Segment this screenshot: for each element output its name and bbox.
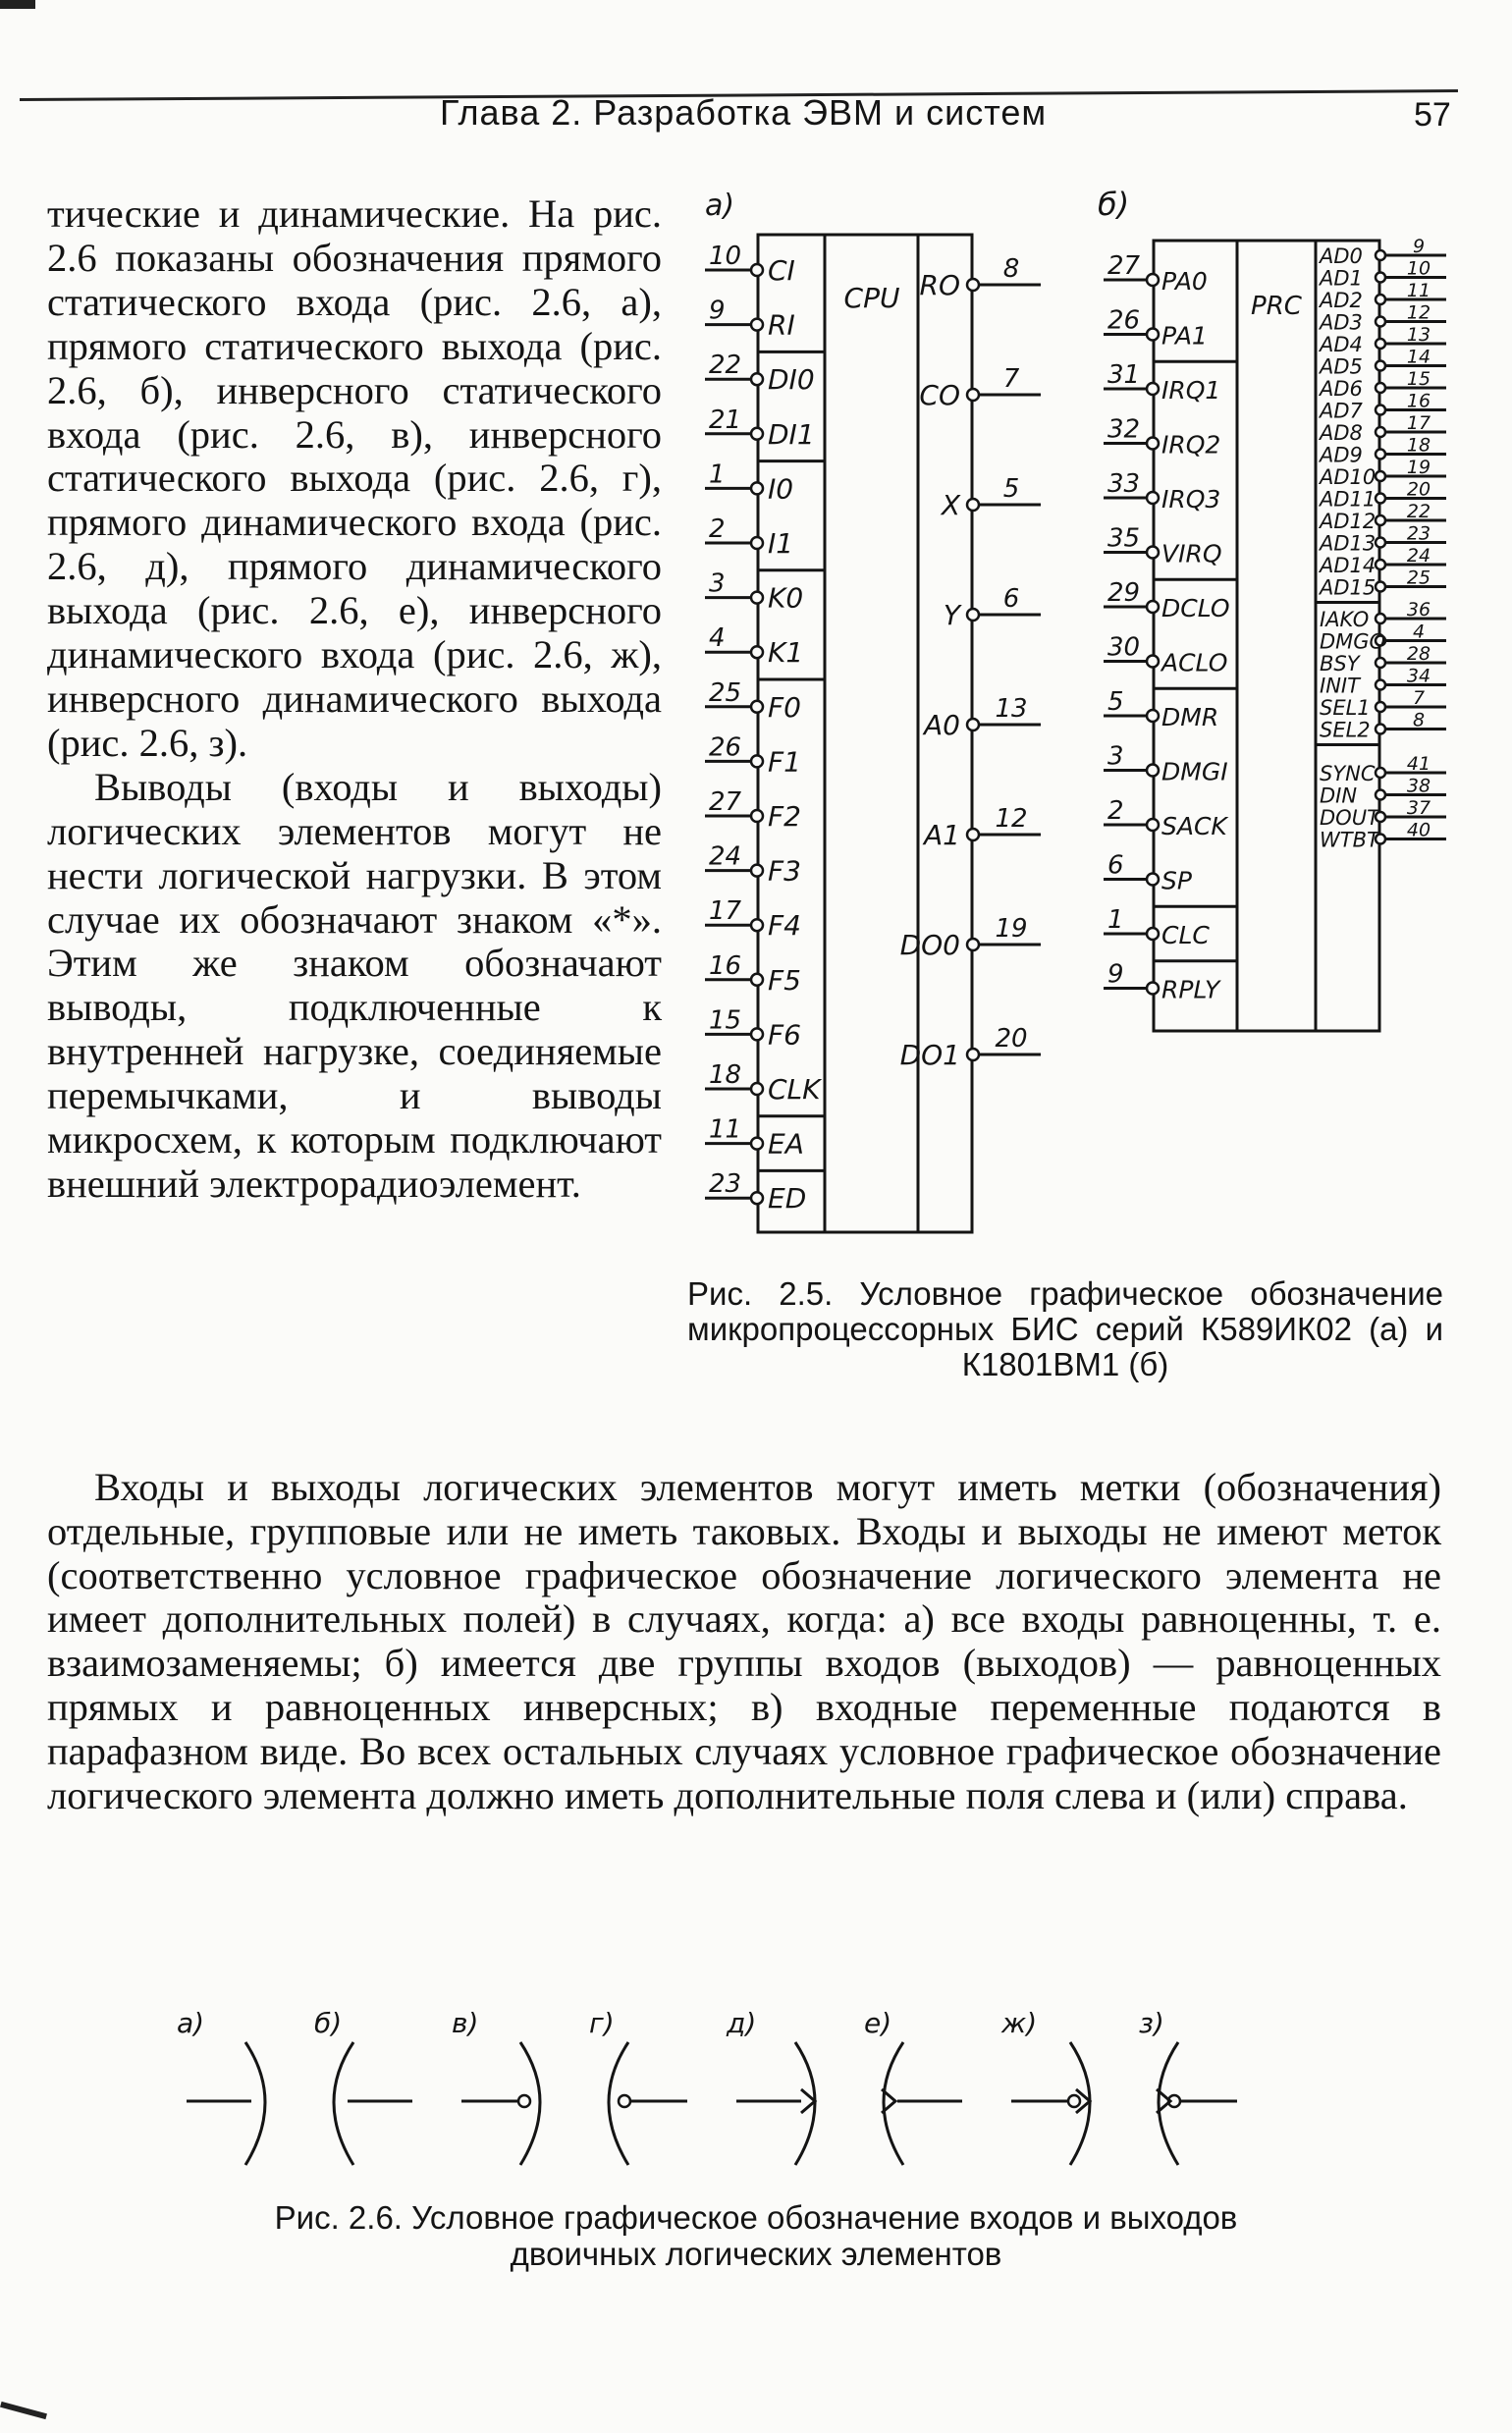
inversion-circle — [751, 919, 763, 931]
symbol-inverse-static-output — [589, 2007, 687, 2165]
signal-name: ACLO — [1161, 648, 1228, 677]
pin-number: 28 — [1406, 643, 1431, 665]
pin-number: 3 — [709, 568, 726, 599]
pin-number: 15 — [709, 1005, 742, 1036]
signal-name: AD15 — [1320, 575, 1377, 600]
symbol-inverse-dynamic-input — [1000, 2007, 1090, 2165]
pin-number: 26 — [1107, 305, 1141, 336]
signal-name: RI — [768, 308, 795, 342]
signal-name: SP — [1161, 866, 1192, 895]
symbol-static-output — [314, 2007, 412, 2165]
inversion-circle — [1147, 383, 1159, 395]
pin-number: 23 — [709, 1169, 742, 1200]
signal-name: A0 — [924, 709, 960, 741]
pin-number: 4 — [709, 623, 726, 654]
signal-name: I1 — [768, 527, 794, 560]
symbol-label: д) — [727, 2007, 757, 2039]
signal-name: SYNC — [1320, 762, 1376, 785]
inversion-circle — [1147, 983, 1159, 995]
inversion-circle — [751, 810, 763, 822]
signal-name: AD13 — [1320, 531, 1377, 556]
figure-2-5-caption: Рис. 2.5. Условное графическое обозначение микропроцессорных БИС серий К589ИК02 (а) и К1801ВМ1 (б) — [687, 1275, 1443, 1382]
pin-number: 6 — [1002, 584, 1020, 614]
pin-number: 17 — [709, 896, 742, 927]
inversion-circle — [1376, 658, 1385, 668]
signal-name: DI1 — [768, 417, 815, 451]
pin-number: 5 — [1002, 474, 1020, 504]
pin-number: 8 — [1412, 709, 1426, 731]
signal-name: AD6 — [1320, 377, 1363, 401]
inversion-circle — [1376, 427, 1385, 437]
signal-name: K1 — [768, 636, 804, 670]
pin-number: 24 — [709, 841, 742, 872]
pin-number: 31 — [1107, 360, 1141, 390]
inversion-circle — [1376, 273, 1385, 283]
pin-number: 19 — [995, 914, 1028, 944]
inversion-circle — [1376, 582, 1385, 592]
symbol-label: з) — [1139, 2007, 1164, 2039]
symbol-label: ж) — [1001, 2007, 1038, 2039]
inversion-circle — [967, 279, 979, 291]
inversion-circle — [1376, 450, 1385, 460]
pin-number: 29 — [1107, 578, 1141, 608]
signal-name: VIRQ — [1161, 539, 1222, 568]
inversion-circle — [1376, 790, 1385, 800]
inversion-circle — [751, 974, 763, 986]
inversion-circle — [751, 319, 763, 331]
pin-number: 37 — [1406, 797, 1431, 819]
inversion-circle — [1376, 250, 1385, 260]
inversion-circle — [751, 428, 763, 440]
signal-name: DMGO — [1320, 629, 1386, 654]
inversion-circle — [1376, 680, 1385, 690]
pin-number: 35 — [1107, 523, 1141, 554]
inversion-circle — [1376, 538, 1385, 548]
pin-number: 16 — [1406, 390, 1431, 412]
inversion-circle — [751, 1192, 763, 1204]
pin-number: 10 — [1406, 257, 1431, 280]
inversion-circle — [967, 499, 979, 511]
pin-number: 20 — [1406, 478, 1431, 501]
scan-artifact — [0, 2402, 47, 2419]
symbol-dynamic-input — [726, 2007, 815, 2165]
signal-name: K0 — [768, 581, 804, 615]
signal-name: CO — [919, 379, 960, 411]
pin-number: 36 — [1406, 599, 1431, 621]
pin-number: 11 — [709, 1114, 742, 1145]
inversion-circle — [1147, 656, 1159, 668]
signal-name: AD9 — [1320, 443, 1363, 467]
prc-block-label: PRC — [1251, 292, 1302, 321]
inversion-circle — [1376, 317, 1385, 327]
symbol-dynamic-output — [864, 2007, 962, 2165]
inversion-circle — [1376, 494, 1385, 504]
signal-name: DI0 — [768, 363, 815, 397]
inversion-circle — [1376, 515, 1385, 525]
page-number: 57 — [1414, 96, 1451, 134]
symbol-inverse-dynamic-output — [1139, 2007, 1237, 2165]
inversion-circle — [1376, 560, 1385, 569]
pin-number: 1 — [1107, 905, 1124, 935]
inversion-circle — [1147, 438, 1159, 450]
signal-name: CI — [768, 254, 795, 287]
signal-name: CLC — [1161, 921, 1210, 949]
pin-number: 14 — [1406, 346, 1431, 368]
figure-2-5a-cpu-diagram — [687, 191, 1080, 1252]
pin-number: 26 — [709, 732, 742, 763]
pin-number: 9 — [1107, 959, 1124, 990]
cpu-block-label: CPU — [843, 282, 900, 314]
inversion-circle — [1376, 471, 1385, 481]
signal-name: DOUT — [1320, 806, 1379, 830]
pin-number: 32 — [1107, 414, 1141, 445]
pin-number: 18 — [709, 1060, 742, 1090]
pin-number: 12 — [995, 804, 1028, 834]
inversion-circle — [1147, 819, 1159, 831]
panel-label: а) — [705, 189, 735, 223]
pin-number: 1 — [709, 460, 726, 490]
signal-name: AD11 — [1320, 487, 1377, 512]
inversion-circle — [1147, 765, 1159, 777]
signal-name: AD14 — [1320, 554, 1377, 577]
signal-name: F0 — [768, 690, 801, 724]
running-head: Глава 2. Разработка ЭВМ и систем — [440, 92, 1048, 133]
inversion-circle — [751, 537, 763, 549]
inversion-circle — [1376, 295, 1385, 304]
pin-number: 27 — [709, 787, 742, 817]
pin-number: 18 — [1406, 434, 1431, 457]
signal-name: AD1 — [1320, 266, 1363, 291]
inversion-circle — [751, 755, 763, 767]
signal-name: DMGI — [1161, 757, 1228, 786]
inversion-circle — [1147, 710, 1159, 722]
inversion-circle — [967, 719, 979, 730]
pin-number: 22 — [1406, 501, 1431, 522]
symbols-svg — [177, 1993, 1335, 2190]
signal-name: AD10 — [1320, 465, 1377, 489]
inversion-circle — [1147, 492, 1159, 504]
inversion-circle — [751, 482, 763, 494]
element-border — [245, 2042, 265, 2165]
signal-name: DIN — [1320, 784, 1358, 808]
signal-name: IRQ2 — [1161, 430, 1221, 460]
signal-name: AD7 — [1320, 399, 1363, 423]
paragraph: тические и динамические. На рис. 2.6 показаны обозначения прямого статического входа (рис. 2.6, а), прямого статического выхода (рис. 2.6, б), инверсного статического входа (рис. 2.6, в), инверсного статического выхода (рис. 2.6, г), прямого динамического входа (рис. 2.6, д), прямого динамического выхода (рис. 2.6, е), инверсного динамического входа (рис. 2.6, ж), инверсного динамического выхода (рис. 2.6, з). — [47, 191, 662, 765]
signal-name: DMR — [1161, 703, 1219, 731]
inversion-circle — [751, 701, 763, 713]
inversion-circle — [967, 389, 979, 401]
signal-name: F3 — [768, 854, 801, 888]
inversion-circle — [518, 2095, 530, 2107]
signal-name: PA0 — [1161, 267, 1208, 296]
pin-number: 2 — [1107, 796, 1124, 826]
inversion-circle — [967, 609, 979, 621]
inversion-circle — [751, 592, 763, 604]
inversion-circle — [1147, 329, 1159, 341]
inversion-circle — [751, 1138, 763, 1150]
inversion-circle — [751, 646, 763, 658]
pin-number: 9 — [709, 296, 726, 326]
inversion-circle — [1376, 768, 1385, 778]
pin-number: 12 — [1406, 301, 1431, 324]
inversion-circle — [619, 2095, 630, 2107]
inversion-circle — [1376, 725, 1385, 734]
inversion-circle — [1147, 601, 1159, 613]
cpu-block-svg — [687, 191, 1080, 1252]
signal-name: F4 — [768, 909, 801, 943]
inversion-circle — [967, 939, 979, 950]
pin-number: 23 — [1406, 522, 1431, 545]
dynamic-marker — [801, 2089, 815, 2113]
pin-number: 15 — [1406, 368, 1431, 390]
pin-number: 38 — [1406, 775, 1431, 797]
pin-number: 4 — [1412, 621, 1426, 643]
panel-label: б) — [1098, 186, 1130, 223]
inversion-circle — [1376, 702, 1385, 712]
pin-number: 3 — [1107, 741, 1124, 772]
pin-number: 22 — [709, 351, 742, 381]
signal-name: AD5 — [1320, 354, 1363, 379]
signal-name: AD8 — [1320, 421, 1363, 445]
inversion-circle — [751, 865, 763, 877]
pin-number: 13 — [1406, 324, 1431, 346]
signal-name: AD0 — [1320, 244, 1363, 268]
inversion-circle — [1376, 383, 1385, 393]
pin-number: 2 — [709, 514, 726, 544]
signal-name: X — [941, 489, 960, 521]
pin-number: 41 — [1406, 753, 1431, 775]
signal-name: AD2 — [1320, 289, 1363, 312]
pin-number: 16 — [709, 950, 742, 981]
pin-number: 17 — [1406, 412, 1431, 434]
caption-line-1: Рис. 2.6. Условное графическое обозначение входов и выходов — [274, 2199, 1238, 2236]
inversion-circle — [1147, 874, 1159, 886]
figure-2-5b-prc-diagram — [1090, 186, 1478, 1055]
paragraph: Выводы (входы и выходы) логических элементов могут не нести логической нагрузки. В этом случае их обозначают знаком «*». Этим же знаком обозначают выводы, подключенные к внутренней нагрузке, соединяемые перемычками, и выводы микросхем, к которым подключают внешний электрорадиоэлемент. — [47, 764, 662, 1206]
signal-name: F1 — [768, 745, 801, 779]
symbol-label: б) — [314, 2007, 343, 2039]
left-column-text — [47, 192, 662, 1207]
pin-number: 34 — [1406, 665, 1431, 687]
inversion-circle — [1068, 2095, 1080, 2107]
signal-name: BSY — [1320, 652, 1360, 676]
signal-name: WTBT — [1320, 828, 1379, 852]
signal-name: A1 — [924, 819, 960, 851]
inversion-circle — [1376, 614, 1385, 623]
signal-name: F2 — [768, 800, 801, 833]
signal-name: F5 — [768, 963, 801, 997]
pin-number: 6 — [1107, 850, 1124, 881]
paragraph: Входы и выходы логических элементов могут иметь метки (обозначения) отдельные, групповые или не иметь таковых. Входы и выходы не имеют меток (соответственно условное графическое обозначение логического элемента не имеет дополнительных полей) в случаях, когда: а) все входы равноценны, т. е. взаимозаменяемы; б) имеется две группы входов (выходов) — равноценных прямых и равноценных инверсных; в) входные переменные подаются в парафазном виде. Во всех остальных случаях условное графическое обозначение логического элемента должно иметь дополнительные поля слева и (или) справа. — [47, 1465, 1441, 1817]
inversion-circle — [751, 1083, 763, 1095]
inversion-circle — [751, 373, 763, 385]
signal-name: DO1 — [899, 1039, 960, 1071]
pin-number: 11 — [1406, 280, 1431, 301]
figure-2-6-caption — [177, 2199, 1335, 2272]
pin-number: 9 — [1412, 236, 1426, 257]
pin-number: 10 — [709, 242, 742, 271]
signal-name: Y — [943, 599, 960, 631]
signal-name: DO0 — [899, 929, 960, 961]
signal-name: ED — [768, 1182, 807, 1216]
pin-number: 8 — [1002, 254, 1020, 284]
inversion-circle — [751, 264, 763, 276]
pin-number: 13 — [995, 694, 1028, 724]
pin-number: 7 — [1412, 687, 1426, 709]
symbol-inverse-static-input — [452, 2007, 540, 2165]
inversion-circle — [1147, 928, 1159, 940]
pin-number: 7 — [1002, 364, 1020, 394]
inversion-circle — [1376, 361, 1385, 371]
symbol-label: в) — [452, 2007, 479, 2039]
pin-number: 33 — [1107, 469, 1141, 499]
pin-number: 25 — [709, 677, 742, 708]
signal-name: RO — [919, 269, 960, 301]
signal-name: F6 — [768, 1018, 801, 1052]
pin-number: 5 — [1107, 687, 1124, 717]
pin-number: 20 — [995, 1024, 1028, 1054]
signal-name: PA1 — [1161, 321, 1208, 351]
inversion-circle — [751, 1028, 763, 1040]
caption-line-2: двоичных логических элементов — [510, 2236, 1002, 2272]
signal-name: RPLY — [1161, 975, 1220, 1004]
pin-number: 40 — [1406, 819, 1431, 841]
signal-name: IRQ1 — [1161, 376, 1221, 405]
inversion-circle — [1376, 406, 1385, 415]
signal-name: DCLO — [1161, 594, 1230, 622]
inversion-circle — [967, 829, 979, 840]
symbol-label: а) — [177, 2007, 205, 2039]
signal-name: AD3 — [1320, 310, 1363, 335]
signal-name: AD12 — [1320, 510, 1377, 533]
figure-2-6-symbols — [177, 1993, 1335, 2190]
inversion-circle — [1147, 547, 1159, 559]
signal-name: EA — [768, 1127, 804, 1161]
pin-number: 19 — [1406, 457, 1431, 478]
signal-name: SACK — [1161, 812, 1227, 840]
pin-number: 25 — [1406, 567, 1431, 589]
element-border — [334, 2042, 353, 2165]
pin-number: 30 — [1107, 632, 1141, 663]
signal-name: SEL1 — [1320, 696, 1371, 720]
inversion-circle — [1147, 274, 1159, 286]
pin-number: 24 — [1406, 545, 1431, 567]
signal-name: AD4 — [1320, 333, 1363, 356]
symbol-label: е) — [864, 2007, 892, 2039]
scan-artifact — [0, 0, 35, 9]
signal-name: IRQ3 — [1161, 485, 1221, 514]
symbol-static-input — [177, 2007, 265, 2165]
signal-name: SEL2 — [1320, 718, 1371, 742]
signal-name: I0 — [768, 472, 794, 506]
pin-number: 27 — [1107, 251, 1141, 281]
signal-name: IAKO — [1320, 608, 1370, 631]
symbol-label: г) — [589, 2007, 615, 2039]
pin-number: 21 — [709, 405, 742, 435]
body-text — [47, 1466, 1441, 1817]
prc-block-svg — [1090, 186, 1478, 1055]
inversion-circle — [1376, 339, 1385, 349]
signal-name: CLK — [768, 1073, 821, 1106]
inversion-circle — [967, 1049, 979, 1060]
signal-name: INIT — [1320, 674, 1360, 698]
